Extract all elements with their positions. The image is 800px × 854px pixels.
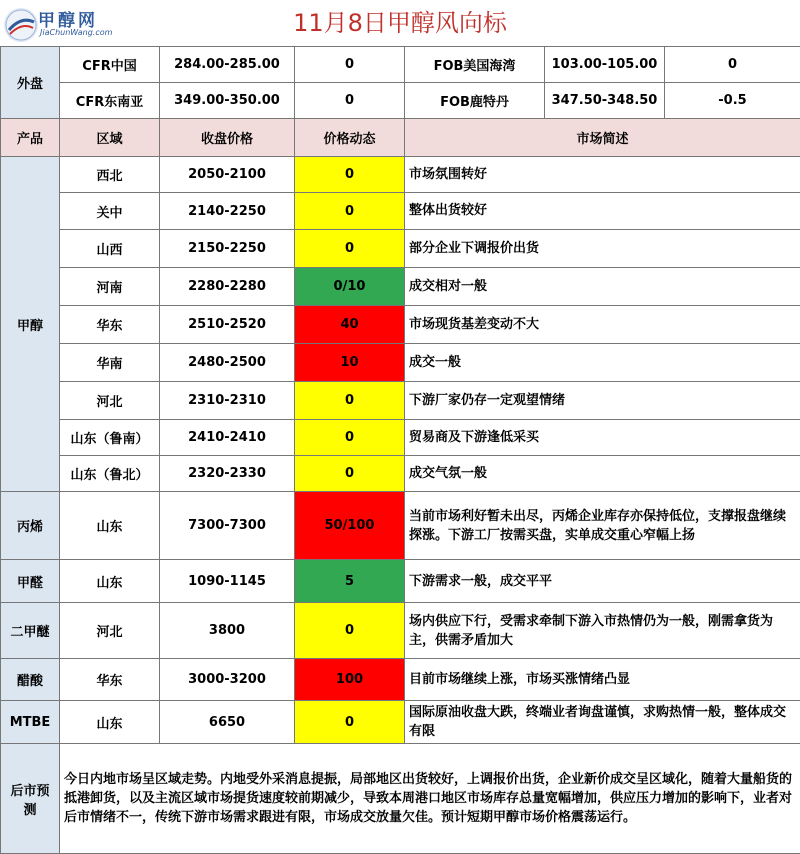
region-cell: 河南: [60, 268, 160, 306]
change-cell: 0: [295, 230, 405, 268]
product-cell: 甲醛: [1, 560, 60, 603]
external-location: CFR东南亚: [60, 83, 160, 119]
forecast-label: 后市预测: [1, 744, 60, 854]
external-change: 0: [295, 83, 405, 119]
page-title: 11月8日甲醇风向标: [293, 9, 507, 37]
product-cell: 丙烯: [1, 492, 60, 560]
region-cell: 华东: [60, 659, 160, 701]
region-cell: 山东（鲁北）: [60, 456, 160, 492]
summary-cell: 当前市场利好暂未出尽，丙烯企业库存亦保持低位，支撑报盘继续探涨。下游工厂按需买盘，实单成交重心窄幅上扬: [405, 492, 800, 560]
summary-cell: 贸易商及下游逢低采买: [405, 420, 800, 456]
header-price: 收盘价格: [160, 119, 295, 157]
region-cell: 山东（鲁南）: [60, 420, 160, 456]
methanol-row: [1, 306, 800, 344]
region-cell: 山东: [60, 701, 160, 744]
summary-cell: 目前市场继续上涨，市场买涨情绪凸显: [405, 659, 800, 701]
summary-cell: 部分企业下调报价出货: [405, 230, 800, 268]
methanol-row: [1, 382, 800, 420]
change-cell: 0: [295, 157, 405, 193]
product-row-acetic-acid: [1, 659, 800, 701]
region-cell: 华南: [60, 344, 160, 382]
product-cell: 醋酸: [1, 659, 60, 701]
column-header-row: [1, 119, 800, 157]
summary-cell: 成交相对一般: [405, 268, 800, 306]
summary-cell: 整体出货较好: [405, 193, 800, 230]
external-change: 0: [665, 47, 800, 83]
external-price: 103.00-105.00: [545, 47, 665, 83]
external-price: 349.00-350.00: [160, 83, 295, 119]
change-cell: 0: [295, 420, 405, 456]
product-cell: 二甲醚: [1, 603, 60, 659]
change-cell: 50/100: [295, 492, 405, 560]
price-cell: 2150-2250: [160, 230, 295, 268]
change-cell: 0: [295, 701, 405, 744]
region-cell: 山西: [60, 230, 160, 268]
forecast-row: [1, 744, 800, 854]
summary-cell: 市场氛围转好: [405, 157, 800, 193]
external-row: [1, 83, 800, 119]
external-price: 347.50-348.50: [545, 83, 665, 119]
product-row-formaldehyde: [1, 560, 800, 603]
methanol-row: [1, 456, 800, 492]
region-cell: 山东: [60, 492, 160, 560]
product-methanol: 甲醇: [1, 157, 60, 492]
summary-cell: 市场现货基差变动不大: [405, 306, 800, 344]
change-cell: 0/10: [295, 268, 405, 306]
header-summary: 市场简述: [405, 119, 800, 157]
change-cell: 10: [295, 344, 405, 382]
summary-cell: 下游需求一般，成交平平: [405, 560, 800, 603]
summary-cell: 场内供应下行，受需求牵制下游入市热情仍为一般，刚需拿货为主，供需矛盾加大: [405, 603, 800, 659]
price-cell: 2480-2500: [160, 344, 295, 382]
region-cell: 河北: [60, 382, 160, 420]
methanol-row: [1, 344, 800, 382]
methanol-row: [1, 230, 800, 268]
price-cell: 2280-2280: [160, 268, 295, 306]
change-cell: 5: [295, 560, 405, 603]
forecast-text: 今日内地市场呈区域走势。内地受外采消息提振，局部地区出货较好，上调报价出货，企业新价成交呈区域化，随着大量船货的抵港卸货，以及主流区域市场提货速度较前期减少，导致本周港口地区市场库存总量宽幅增加，供应压力增加的影响下，业者对后市情绪不一，传统下游市场需求跟进有限，市场成交放量欠佳。预计短期甲醇市场价格震荡运行。: [60, 744, 800, 854]
region-cell: 河北: [60, 603, 160, 659]
summary-cell: 成交气氛一般: [405, 456, 800, 492]
logo-url: JiaChunWang.com: [40, 28, 113, 37]
price-cell: 6650: [160, 701, 295, 744]
change-cell: 40: [295, 306, 405, 344]
region-cell: 山东: [60, 560, 160, 603]
external-location: CFR中国: [60, 47, 160, 83]
change-cell: 100: [295, 659, 405, 701]
price-cell: 2310-2310: [160, 382, 295, 420]
summary-cell: 下游厂家仍存一定观望情绪: [405, 382, 800, 420]
price-cell: 1090-1145: [160, 560, 295, 603]
logo-name: 甲醇网: [38, 11, 98, 31]
external-location: FOB鹿特丹: [405, 83, 545, 119]
price-cell: 2510-2520: [160, 306, 295, 344]
header-region: 区域: [60, 119, 160, 157]
header-product: 产品: [1, 119, 60, 157]
title-bar: [0, 0, 800, 47]
change-cell: 0: [295, 603, 405, 659]
external-change: -0.5: [665, 83, 800, 119]
methanol-row: [1, 157, 800, 193]
methanol-row: [1, 268, 800, 306]
indicator-table: [0, 46, 800, 854]
product-cell: MTBE: [1, 701, 60, 744]
product-row-propylene: [1, 492, 800, 560]
product-row-mtbe: [1, 701, 800, 744]
price-cell: 2320-2330: [160, 456, 295, 492]
price-cell: 2140-2250: [160, 193, 295, 230]
summary-cell: 成交一般: [405, 344, 800, 382]
price-cell: 3800: [160, 603, 295, 659]
summary-cell: 国际原油收盘大跌，终端业者询盘谨慎，求购热情一般，整体成交有限: [405, 701, 800, 744]
external-row: [1, 47, 800, 83]
methanol-row: [1, 420, 800, 456]
product-row-dme: [1, 603, 800, 659]
price-cell: 7300-7300: [160, 492, 295, 560]
external-price: 284.00-285.00: [160, 47, 295, 83]
price-cell: 2050-2100: [160, 157, 295, 193]
change-cell: 0: [295, 382, 405, 420]
external-change: 0: [295, 47, 405, 83]
header-change: 价格动态: [295, 119, 405, 157]
external-label: 外盘: [1, 47, 60, 119]
methanol-row: [1, 193, 800, 230]
price-cell: 3000-3200: [160, 659, 295, 701]
change-cell: 0: [295, 193, 405, 230]
region-cell: 关中: [60, 193, 160, 230]
region-cell: 华东: [60, 306, 160, 344]
region-cell: 西北: [60, 157, 160, 193]
external-location: FOB美国海湾: [405, 47, 545, 83]
change-cell: 0: [295, 456, 405, 492]
price-cell: 2410-2410: [160, 420, 295, 456]
